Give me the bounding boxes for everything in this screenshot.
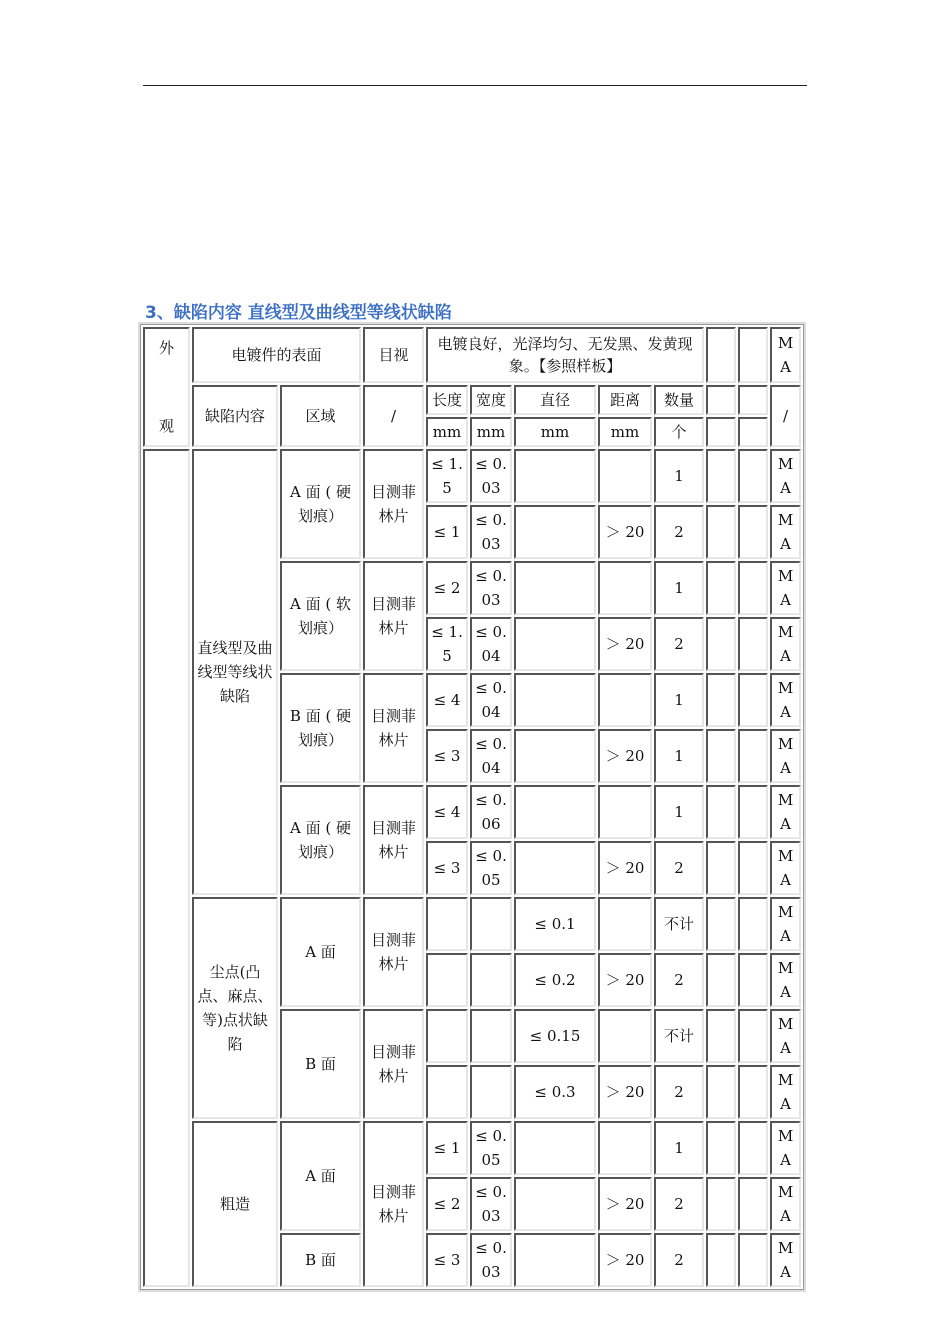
grade-cell: MA — [770, 449, 801, 503]
blank-cell — [706, 841, 736, 895]
grade-cell: MA — [770, 1065, 801, 1119]
distance-cell: ＞ 20 — [598, 1177, 652, 1231]
method-cell: 目测菲林片 — [363, 449, 424, 559]
distance-cell — [598, 785, 652, 839]
width-cell: ≤ 0.03 — [470, 505, 512, 559]
grade-cell: MA — [770, 953, 801, 1007]
quantity-cell: 1 — [654, 1121, 704, 1175]
header-width: 宽度 — [470, 385, 512, 415]
width-cell: ≤ 0.06 — [470, 785, 512, 839]
width-cell — [470, 1065, 512, 1119]
length-cell: ≤ 2 — [426, 561, 468, 615]
distance-cell — [598, 673, 652, 727]
length-cell: ≤ 4 — [426, 673, 468, 727]
length-cell: ≤ 3 — [426, 841, 468, 895]
blank-cell — [706, 1233, 736, 1287]
unit-length: mm — [426, 417, 468, 447]
blank-cell — [738, 1233, 768, 1287]
blank-cell — [738, 385, 768, 415]
diameter-cell — [514, 785, 596, 839]
blank-cell — [706, 617, 736, 671]
zone-cell: B 面 ( 硬划痕） — [280, 673, 361, 783]
distance-cell — [598, 1009, 652, 1063]
blank-cell — [706, 785, 736, 839]
blank-cell — [738, 1009, 768, 1063]
quantity-cell: 不计 — [654, 897, 704, 951]
length-cell — [426, 1009, 468, 1063]
header-slash: / — [770, 385, 801, 447]
grade-cell: MA — [770, 1121, 801, 1175]
header-diameter: 直径 — [514, 385, 596, 415]
grade-cell: MA — [770, 617, 801, 671]
category-cell — [143, 449, 190, 1287]
distance-cell — [598, 1121, 652, 1175]
table-row — [143, 897, 801, 951]
method-cell: 目测菲林片 — [363, 1121, 424, 1287]
width-cell — [470, 897, 512, 951]
quantity-cell: 2 — [654, 1177, 704, 1231]
quantity-cell: 1 — [654, 561, 704, 615]
header-defect-content: 缺陷内容 — [192, 385, 278, 447]
quantity-cell: 1 — [654, 673, 704, 727]
width-cell: ≤ 0.03 — [470, 561, 512, 615]
zone-cell: A 面 ( 软划痕） — [280, 561, 361, 671]
blank-cell — [738, 449, 768, 503]
length-cell — [426, 1065, 468, 1119]
diameter-cell: ≤ 0.3 — [514, 1065, 596, 1119]
method-cell: 目测菲林片 — [363, 673, 424, 783]
grade-cell: MA — [770, 505, 801, 559]
quantity-cell: 2 — [654, 1233, 704, 1287]
width-cell — [470, 953, 512, 1007]
unit-quantity: 个 — [654, 417, 704, 447]
blank-cell — [706, 385, 736, 415]
description-cell: 电镀良好，光泽均匀、无发黑、发黄现象。【参照样板】 — [426, 327, 704, 383]
method-cell: 目测菲林片 — [363, 897, 424, 1007]
unit-width: mm — [470, 417, 512, 447]
distance-cell: ＞ 20 — [598, 729, 652, 783]
diameter-cell — [514, 841, 596, 895]
blank-cell — [706, 1065, 736, 1119]
grade-cell: MA — [770, 729, 801, 783]
zone-cell: A 面 — [280, 897, 361, 1007]
quantity-cell: 1 — [654, 729, 704, 783]
defect-type-label: 粗造 — [192, 1121, 278, 1287]
header-distance: 距离 — [598, 385, 652, 415]
length-cell: ≤ 3 — [426, 1233, 468, 1287]
width-cell: ≤ 0.05 — [470, 1121, 512, 1175]
width-cell: ≤ 0.04 — [470, 617, 512, 671]
grade-cell: MA — [770, 327, 801, 383]
header-zone: 区域 — [280, 385, 361, 447]
width-cell: ≤ 0.03 — [470, 1177, 512, 1231]
length-cell: ≤ 3 — [426, 729, 468, 783]
quantity-cell: 1 — [654, 785, 704, 839]
width-cell: ≤ 0.04 — [470, 673, 512, 727]
diameter-cell — [514, 449, 596, 503]
distance-cell: ＞ 20 — [598, 841, 652, 895]
blank-cell — [706, 417, 736, 447]
quantity-cell: 2 — [654, 841, 704, 895]
blank-cell — [706, 1009, 736, 1063]
length-cell: ≤ 1 — [426, 505, 468, 559]
diameter-cell: ≤ 0.1 — [514, 897, 596, 951]
diameter-cell — [514, 561, 596, 615]
blank-cell — [706, 897, 736, 951]
width-cell — [470, 1009, 512, 1063]
grade-cell: MA — [770, 561, 801, 615]
distance-cell: ＞ 20 — [598, 1233, 652, 1287]
header-length: 长度 — [426, 385, 468, 415]
diameter-cell: ≤ 0.2 — [514, 953, 596, 1007]
blank-cell — [738, 617, 768, 671]
header-quantity: 数量 — [654, 385, 704, 415]
blank-cell — [706, 673, 736, 727]
blank-cell — [706, 953, 736, 1007]
length-cell: ≤ 1 — [426, 1121, 468, 1175]
quantity-cell: 2 — [654, 953, 704, 1007]
distance-cell: ＞ 20 — [598, 953, 652, 1007]
diameter-cell — [514, 1233, 596, 1287]
blank-cell — [738, 1177, 768, 1231]
blank-cell — [738, 953, 768, 1007]
blank-cell — [738, 417, 768, 447]
unit-distance: mm — [598, 417, 652, 447]
unit-diameter: mm — [514, 417, 596, 447]
zone-cell: A 面 ( 硬划痕） — [280, 449, 361, 559]
length-cell: ≤ 1.5 — [426, 449, 468, 503]
blank-cell — [738, 1065, 768, 1119]
header-slash: / — [363, 385, 424, 447]
quantity-cell: 2 — [654, 1065, 704, 1119]
grade-cell: MA — [770, 1233, 801, 1287]
diameter-cell — [514, 673, 596, 727]
distance-cell — [598, 561, 652, 615]
diameter-cell — [514, 617, 596, 671]
blank-cell — [738, 1121, 768, 1175]
distance-cell: ＞ 20 — [598, 617, 652, 671]
defect-type-label: 尘点(凸点、麻点、等)点状缺陷 — [192, 897, 278, 1119]
zone-cell: B 面 — [280, 1009, 361, 1119]
length-cell: ≤ 4 — [426, 785, 468, 839]
grade-cell: MA — [770, 1177, 801, 1231]
zone-cell: A 面 — [280, 1121, 361, 1231]
grade-cell: MA — [770, 673, 801, 727]
category-cell — [143, 327, 190, 447]
grade-cell: MA — [770, 1009, 801, 1063]
blank-cell — [738, 897, 768, 951]
table-row — [143, 449, 801, 503]
distance-cell — [598, 449, 652, 503]
blank-cell — [706, 449, 736, 503]
distance-cell: ＞ 20 — [598, 1065, 652, 1119]
blank-cell — [738, 561, 768, 615]
table-row — [143, 385, 801, 415]
blank-cell — [706, 1177, 736, 1231]
width-cell: ≤ 0.03 — [470, 1233, 512, 1287]
category-char: 外 — [158, 339, 174, 357]
width-cell: ≤ 0.04 — [470, 729, 512, 783]
length-cell: ≤ 2 — [426, 1177, 468, 1231]
method-cell: 目视 — [363, 327, 424, 383]
method-cell: 目测菲林片 — [363, 561, 424, 671]
distance-cell: ＞ 20 — [598, 505, 652, 559]
header-rule — [143, 85, 807, 86]
length-cell — [426, 953, 468, 1007]
method-cell: 目测菲林片 — [363, 1009, 424, 1119]
blank-cell — [738, 673, 768, 727]
section-heading: 3、缺陷内容 直线型及曲线型等线状缺陷 — [145, 303, 452, 323]
method-cell: 目测菲林片 — [363, 785, 424, 895]
distance-cell — [598, 897, 652, 951]
diameter-cell — [514, 1121, 596, 1175]
width-cell: ≤ 0.03 — [470, 449, 512, 503]
length-cell — [426, 897, 468, 951]
zone-cell: A 面 ( 硬划痕） — [280, 785, 361, 895]
blank-cell — [738, 841, 768, 895]
blank-cell — [706, 327, 736, 383]
diameter-cell — [514, 505, 596, 559]
blank-cell — [706, 505, 736, 559]
category-char: 观 — [158, 417, 174, 435]
blank-cell — [706, 561, 736, 615]
diameter-cell: ≤ 0.15 — [514, 1009, 596, 1063]
blank-cell — [706, 1121, 736, 1175]
blank-cell — [738, 729, 768, 783]
quantity-cell: 2 — [654, 505, 704, 559]
item-cell: 电镀件的表面 — [192, 327, 361, 383]
defect-spec-table — [140, 324, 804, 1290]
quantity-cell: 2 — [654, 617, 704, 671]
length-cell: ≤ 1.5 — [426, 617, 468, 671]
table-row — [143, 327, 801, 383]
grade-cell: MA — [770, 897, 801, 951]
diameter-cell — [514, 729, 596, 783]
width-cell: ≤ 0.05 — [470, 841, 512, 895]
table-row — [143, 1121, 801, 1175]
grade-cell: MA — [770, 785, 801, 839]
quantity-cell: 1 — [654, 449, 704, 503]
grade-cell: MA — [770, 841, 801, 895]
blank-cell — [706, 729, 736, 783]
blank-cell — [738, 785, 768, 839]
diameter-cell — [514, 1177, 596, 1231]
blank-cell — [738, 505, 768, 559]
blank-cell — [738, 327, 768, 383]
zone-cell: B 面 — [280, 1233, 361, 1287]
defect-type-label: 直线型及曲线型等线状缺陷 — [192, 449, 278, 895]
quantity-cell: 不计 — [654, 1009, 704, 1063]
